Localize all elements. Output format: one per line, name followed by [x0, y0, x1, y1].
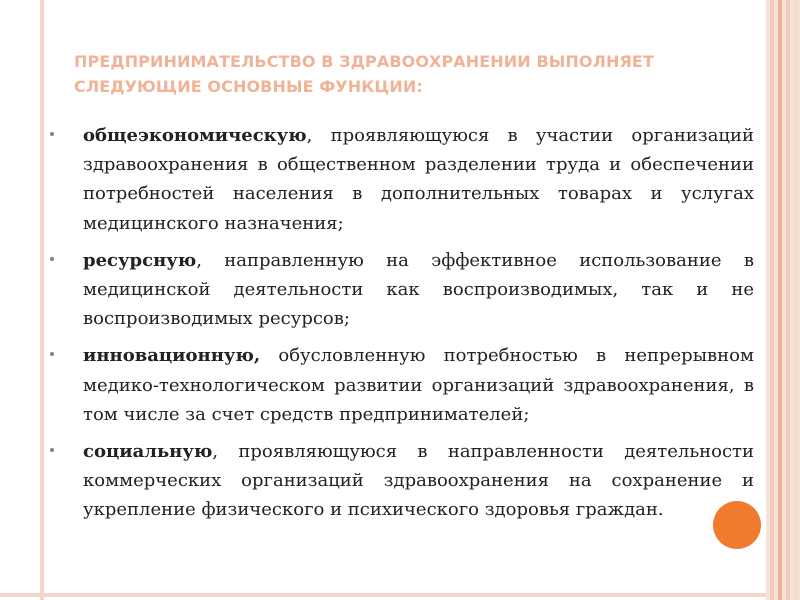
right-stripe: [786, 0, 790, 600]
bullet-term: социальную: [83, 441, 213, 463]
bullet-text: [83, 437, 754, 525]
bullet-item: [50, 437, 754, 525]
right-stripe: [778, 0, 782, 600]
slide-title: ПРЕДПРИНИМАТЕЛЬСТВО В ЗДРАВООХРАНЕНИИ ВЫПОЛНЯЕТ СЛЕДУЮЩИЕ ОСНОВНЫЕ ФУНКЦИИ:: [74, 52, 654, 96]
bullet-text: [83, 341, 754, 429]
bullet-dot-icon: [50, 448, 54, 452]
bullet-term: общеэкономическую: [83, 125, 307, 146]
bullet-dot-icon: [50, 257, 54, 261]
bullet-term: инновационную,: [83, 345, 261, 367]
bullet-dot-icon: [50, 132, 54, 136]
bullet-description: , направленную на эффективное использование в медицинской деятельности как воспроизводимых, так и не воспроизводимых ресурсов;: [83, 249, 754, 330]
bullet-list: [50, 121, 754, 533]
bullet-item: [50, 246, 754, 334]
bullet-description: , проявляющуюся в направленности деятельности коммерческих организаций здравоохранения на сохранение и укрепление физического и психического здоровья граждан.: [83, 441, 754, 521]
bullet-text: [83, 121, 754, 238]
right-stripe: [770, 0, 774, 600]
bullet-description: , проявляющуюся в участии организаций здравоохранения в общественном разделении труда и обеспечении потребностей населения в дополнительных товарах и услугах медицинского назначения;: [83, 125, 754, 234]
frame-left-line: [40, 0, 44, 600]
bullet-term: ресурсную: [83, 249, 197, 271]
bullet-text: [83, 246, 754, 334]
bullet-description: обусловленную потребностью в непрерывном медико-технологическом развитии организаций здравоохранения, в том числе за счет средств предпринимателей;: [83, 345, 754, 425]
bullet-item: [50, 341, 754, 429]
accent-circle-icon: [713, 501, 761, 549]
frame-bottom-line: [0, 593, 800, 597]
bullet-dot-icon: [50, 352, 54, 356]
bullet-item: [50, 121, 754, 238]
right-stripe: [794, 0, 798, 600]
